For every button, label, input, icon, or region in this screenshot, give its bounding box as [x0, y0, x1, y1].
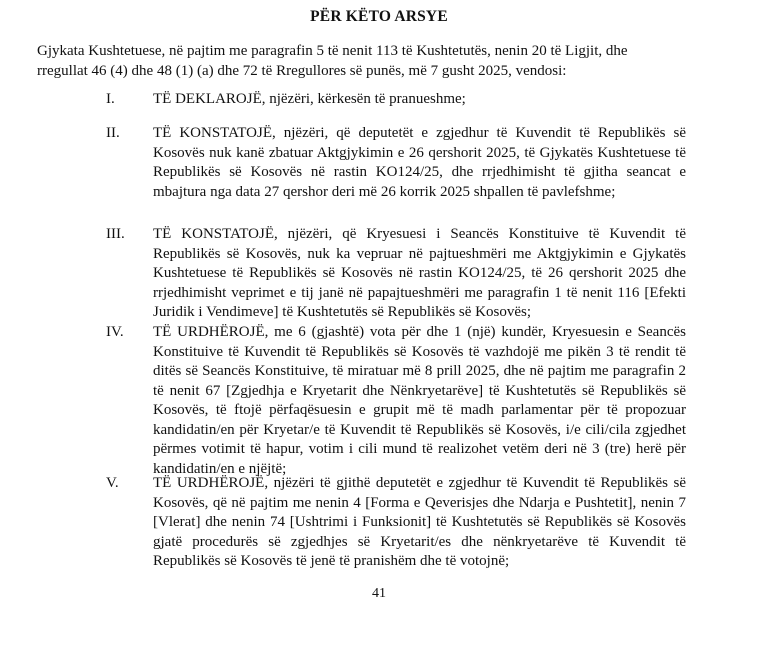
item-numeral: IV.	[106, 324, 124, 340]
item-numeral: II.	[106, 125, 120, 141]
item-text: TË URDHËROJË, njëzëri të gjithë deputetët e zgjedhur të Kuvendit të Republikës së Kosovës, që në pajtim me nenin 4 [Forma e Qeverisjes dhe Ndarja e Pushtetit], nenin 7 [Vlerat] dhe nenin 74 [Ushtrimi i Funksionit] të Kushtetutës së Republikës së Kosovës gjatë procedurës së zgjedhjes së Kryetarit/es dhe nënkryetarëve të Kuvendit të Republikës së Kosovës të jenë të pranishëm dhe të votojnë;	[153, 475, 686, 569]
item-numeral: V.	[106, 475, 119, 491]
section-heading: PËR KËTO ARSYE	[310, 8, 448, 25]
ruling-item	[106, 474, 686, 572]
page-number: 41	[372, 586, 386, 601]
item-text: TË DEKLAROJË, njëzëri, kërkesën të pranueshme;	[153, 91, 466, 107]
ruling-item	[106, 225, 686, 323]
ruling-item	[106, 124, 686, 202]
ruling-item	[106, 90, 686, 110]
item-text: TË KONSTATOJË, njëzëri, që deputetët e zgjedhur të Kuvendit të Republikës së Kosovës nuk kanë zbatuar Aktgjykimin e 26 qershorit 2025, të Gjykatës Kushtetuese të Republikës së Kosovës në rastin KO124/25, dhe rrjedhimisht të gjitha seancat e mbajtura nga data 27 qershor deri më 26 korrik 2025 shpallen të pavlefshme;	[153, 125, 686, 200]
item-text: TË KONSTATOJË, njëzëri, që Kryesuesi i Seancës Konstituive të Kuvendit të Republikës së Kosovës, nuk ka vepruar në pajtueshmëri me Aktgjykimin e Gjykatës Kushtetuese të Republikës së Kosovës në rastin KO124/25, të 26 qershorit 2025 dhe rrjedhimisht veprimet e tij janë në papajtueshmëri me paragrafin 1 të nenit 116 [Efekti Juridik i Vendimeve] të Kushtetutës së Republikës së Kosovës;	[153, 226, 686, 320]
item-text: TË URDHËROJË, me 6 (gjashtë) vota për dhe 1 (një) kundër, Kryesuesin e Seancës Konstituive të Kuvendit të Republikës së Kosovës të vazhdojë me pikën 3 të rendit të ditës së Seancës Konstituive, të miratuar më 8 prill 2025, dhe në pajtim me paragrafin 2 të nenit 67 [Zgjedhja e Kryetarit dhe Nënkryetarëve] të Kushtetutës së Republikës së Kosovës, të ftojë përfaqësuesin e grupit më të madh parlamentar për të propozuar kandidatin/en për Kryetar/e të Kuvendit të Republikës së Kosovës, i/e cili/cila zgjedhet përmes votimit të hapur, votim i cili mund të realizohet vetëm deri në 3 (tre) herë për kandidatin/en e njëjtë;	[153, 324, 686, 477]
intro-paragraph: Gjykata Kushtetuese, në pajtim me paragrafin 5 të nenit 113 të Kushtetutës, nenin 20 të Ligjit, dhe rregullat 46 (4) dhe 48 (1) (a) dhe 72 të Rregullores së punës, më 7 gusht 2025, vendosi:	[37, 43, 628, 79]
item-numeral: III.	[106, 226, 125, 242]
ruling-item	[106, 323, 686, 479]
item-numeral: I.	[106, 91, 115, 107]
